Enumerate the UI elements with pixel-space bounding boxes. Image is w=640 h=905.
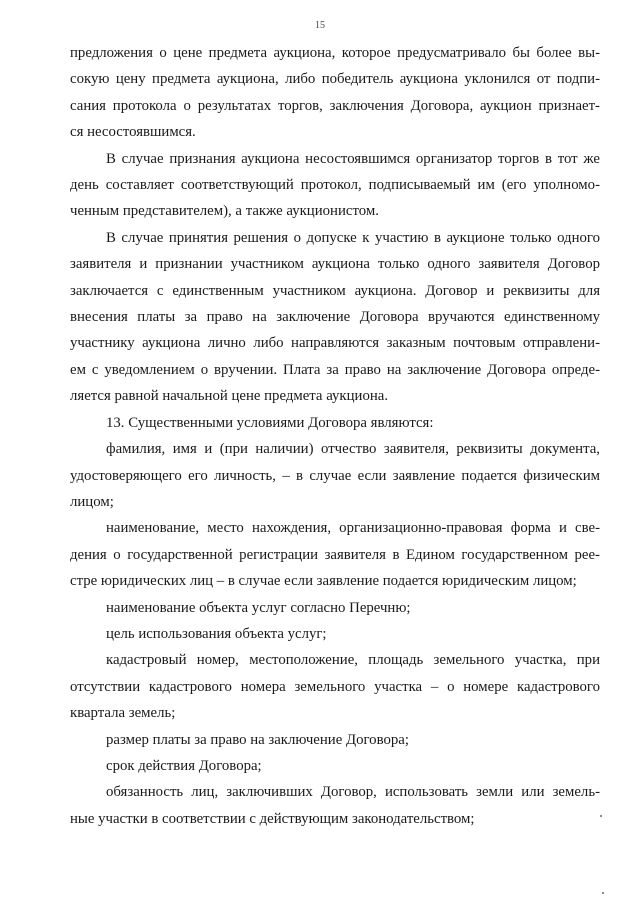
paragraph [70, 40, 600, 146]
text-line: квартала земель; [70, 705, 176, 722]
paragraph [70, 621, 600, 647]
text-line: внесения платы за право на заключение Договора вручаются единственному [70, 309, 600, 326]
scan-speck [600, 815, 602, 817]
text-line: ся несостоявшимся. [70, 124, 196, 141]
paragraph [70, 436, 600, 515]
text-line: стре юридических лиц – в случае если заявление подается юридическим лицом; [70, 573, 577, 590]
text-line: размер платы за право на заключение Договора; [106, 731, 409, 748]
text-line: отсутствии кадастрового номера земельного участка – о номере кадастрового [70, 678, 600, 695]
paragraph [70, 410, 600, 436]
paragraph [70, 146, 600, 225]
text-line: обязанность лиц, заключивших Договор, использовать земли или земель- [106, 784, 600, 801]
text-line: ные участки в соответствии с действующим законодательством; [70, 810, 475, 827]
text-line: предложения о цене предмета аукциона, которое предусматривало бы более вы- [70, 45, 600, 61]
paragraph [70, 727, 600, 753]
paragraph [70, 779, 600, 832]
text-line: фамилия, имя и (при наличии) отчество заявителя, реквизиты документа, [106, 441, 600, 458]
scan-speck [602, 892, 604, 894]
text-line: наименование, место нахождения, организационно-правовая форма и све- [106, 520, 600, 537]
paragraph [70, 595, 600, 621]
text-line: участнику аукциона лично либо направляются заказным почтовым отправлени- [70, 335, 600, 352]
text-line: цель использования объекта услуг; [106, 625, 327, 642]
text-line: день составляет соответствующий протокол, подписываемый им (его уполномо- [70, 177, 600, 194]
page-number: 15 [315, 20, 325, 31]
text-line: сания протокола о результатах торгов, заключения Договора, аукцион признает- [70, 97, 600, 114]
text-line: В случае признания аукциона несостоявшимся организатор торгов в тот же [106, 150, 600, 167]
text-line: кадастровый номер, местоположение, площадь земельного участка, при [106, 652, 600, 669]
paragraph [70, 647, 600, 726]
text-line: лицом; [70, 493, 114, 510]
text-line: ченным представителем), а также аукционистом. [70, 203, 379, 220]
text-line: ляется равной начальной цене предмета аукциона. [70, 388, 389, 405]
text-line: В случае принятия решения о допуске к участию в аукционе только одного [106, 229, 600, 246]
text-line: 13. Существенными условиями Договора являются: [106, 414, 434, 431]
text-line: заявителя и признании участником аукциона только одного заявителя Договор [70, 256, 600, 273]
text-line: удостоверяющего его личность, – в случае если заявление подается физическим [70, 467, 600, 484]
text-line: дения о государственной регистрации заявителя в Едином государственном рее- [70, 546, 600, 563]
paragraph [70, 753, 600, 779]
paragraph [70, 225, 600, 410]
text-line: заключается с единственным участником аукциона. Договор и реквизиты для [70, 282, 600, 299]
text-line: ем с уведомлением о вручении. Плата за право на заключение Договора опреде- [70, 361, 600, 378]
document-body [70, 40, 600, 832]
paragraph [70, 515, 600, 594]
text-line: сокую цену предмета аукциона, либо победитель аукциона уклонился от подпи- [70, 71, 600, 88]
text-line: наименование объекта услуг согласно Перечню; [106, 599, 411, 616]
text-line: срок действия Договора; [106, 757, 262, 774]
